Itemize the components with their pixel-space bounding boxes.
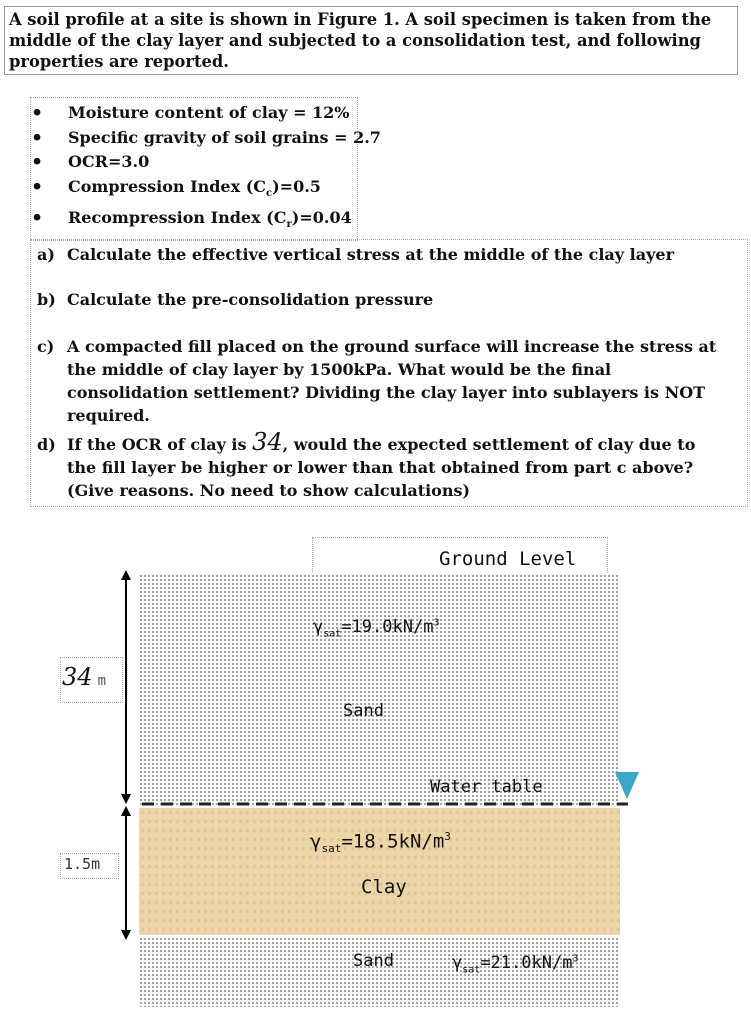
clay-dim-arrow-down-icon bbox=[121, 930, 131, 940]
property-recompression-index: • Recompression Index $(C_r)=0.04$ bbox=[31, 206, 357, 238]
clay-thickness-label: 1.5m bbox=[64, 855, 101, 873]
clay-dim-arrow-up-icon bbox=[121, 806, 131, 816]
clay-label: Clay bbox=[361, 876, 407, 898]
property-moisture: • Moisture content of clay = 12% bbox=[31, 101, 357, 126]
water-table-marker-icon bbox=[615, 772, 639, 799]
ground-level-label: Ground Level bbox=[439, 548, 577, 570]
clay-gamma: $\gamma_{sat}=18.5kN/m^3$ bbox=[310, 830, 451, 856]
problem-intro: A soil profile at a site is shown in Figure 1. A soil specimen is taken from the middle of the clay layer and subjected to a consolidation test, and following properties are reported. bbox=[4, 6, 738, 75]
top-thickness-label: 34 m bbox=[62, 663, 107, 691]
top-dim-arrow-down-icon bbox=[121, 794, 131, 804]
property-compression-index: • Compression Index $(C_c)=0.5$ bbox=[31, 175, 357, 207]
question-a: a) Calculate the effective vertical stress at the middle of the clay layer bbox=[37, 245, 675, 264]
question-c: c) A compacted fill placed on the ground surface will increase the stress at the middle of clay layer by 1500kPa. What would be the final consolidation settlement? Dividing the clay layer into sublayers is NOT required. bbox=[37, 337, 717, 425]
property-specific-gravity: • Specific gravity of soil grains = 2.7 bbox=[31, 126, 357, 151]
water-table-label: Water table bbox=[430, 777, 543, 797]
top-dim-arrow-up-icon bbox=[121, 570, 131, 580]
bottom-sand-gamma: $\gamma_{sat}=21.0kN/m^3$ bbox=[452, 953, 579, 976]
top-sand-label: Sand bbox=[343, 701, 384, 721]
question-b: b) Calculate the pre-consolidation pressure bbox=[37, 290, 434, 309]
bottom-sand-label: Sand bbox=[353, 951, 394, 971]
question-d: d) If the OCR of clay is 34, would the expected settlement of clay due to the fill layer be higher or lower than that obtained from part c above? (Give reasons. No need to show calculations) bbox=[37, 428, 696, 500]
property-ocr: • OCR=3.0 bbox=[31, 150, 357, 175]
top-sand-gamma: $\gamma_{sat}=19.0kN/m^3$ bbox=[313, 617, 440, 640]
